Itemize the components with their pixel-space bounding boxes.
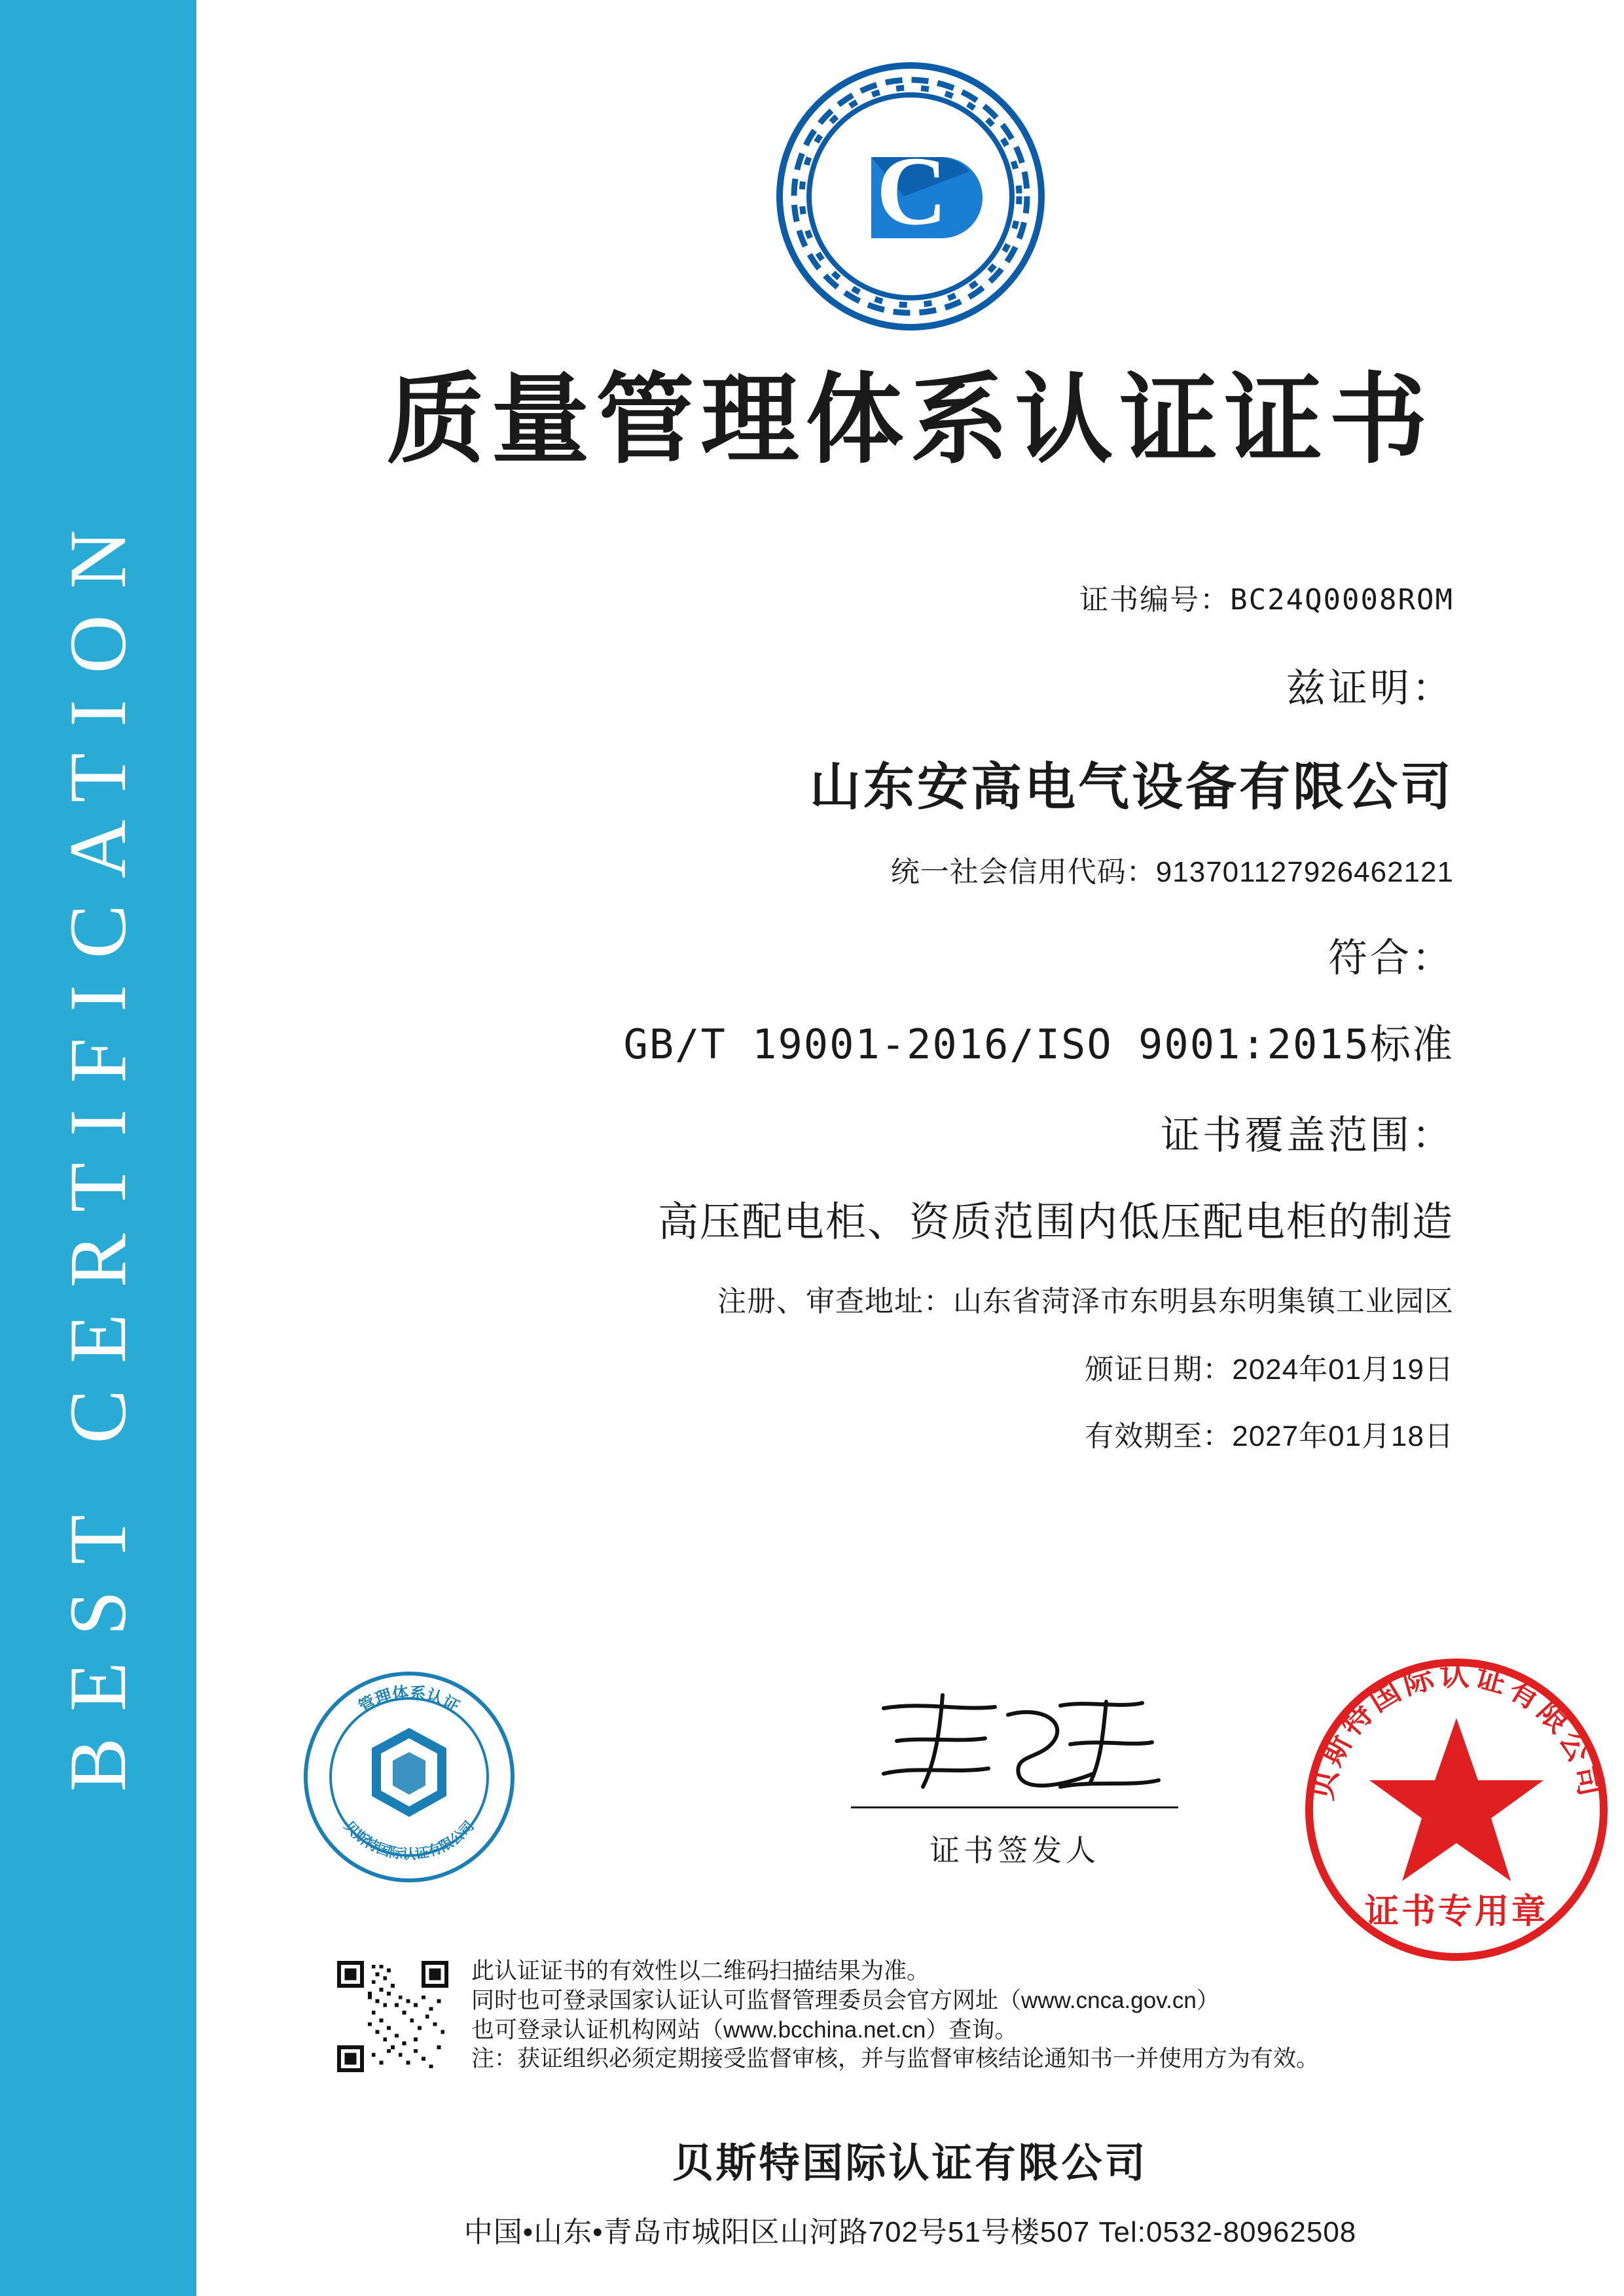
certificate-number-line [301,576,1454,618]
accreditation-seal-bottom-text: 贝斯特国际认证有限公司 [341,1818,477,1862]
note-line-3: 也可登录认证机构网站（www.bcchina.net.cn）查询。 [471,2017,1018,2043]
seal-signature-row [196,1656,1624,1957]
verification-notes [471,1957,1506,2074]
scope-value: 高压配电柜、资质范围内低压配电柜的制造 [657,1200,1454,1245]
standard-reference: GB/T 19001-2016/ISO 9001:2015标准 [623,1020,1454,1068]
accreditation-seal-top-text: 管理体系认证 [355,1683,463,1717]
certificate-number-label: 证书编号： [1079,583,1231,617]
side-banner [0,0,196,2296]
credit-code: 统一社会信用代码：913701127926462121 [890,856,1454,888]
issue-date: 颁证日期：2024年01月19日 [1085,1354,1454,1386]
registered-address: 注册、审查地址：山东省菏泽市东明县东明集镇工业园区 [717,1285,1454,1318]
footer-address: 中国•山东•青岛市城阳区山河路702号51号楼507 Tel:0532-80962508 [463,2216,1357,2248]
bc-circular-logo [773,59,1048,334]
note-line-1: 此认证证书的有效性以二维码扫描结果为准。 [471,1958,930,1984]
signature-caption: 证书签发人 [929,1833,1100,1867]
svg-text:贝斯特国际认证有限公司 [341,1819,477,1863]
side-banner-text: BEST CERTIFICATION [53,504,143,1792]
verification-qr-code[interactable] [337,1961,448,2072]
footer [196,2130,1624,2250]
conformity-label: 符合： [1328,936,1454,980]
signature-area [844,1682,1185,1870]
svg-text:管理体系认证 [355,1683,463,1716]
logo-letter: C [876,137,947,245]
notes-row [196,1957,1624,2101]
red-official-stamp [1303,1656,1610,1967]
scope-label: 证书覆盖范围： [1161,1113,1454,1157]
handwritten-signature [844,1682,1185,1806]
page-title: 质量管理体系认证证书 [386,363,1434,477]
hereby-certify-label: 兹证明： [1286,666,1454,710]
red-stamp-arc-text: 贝斯特国际认证有限公司 [1304,1658,1609,1803]
footer-company-name: 贝斯特国际认证有限公司 [672,2141,1148,2186]
certificate-number-value: BC24Q0008ROM [1230,583,1454,617]
signature-rule [851,1806,1178,1808]
valid-until-date: 有效期至：2027年01月18日 [1085,1420,1454,1452]
certificate-sheet [196,0,1624,2296]
red-stamp-center-text: 证书专用章 [1364,1893,1549,1931]
accreditation-seal [301,1669,517,1888]
logo-wrap [196,59,1624,334]
note-line-2: 同时也可登录国家认证认可监督管理委员会官方网址（www.cnca.gov.cn） [471,1987,1219,2013]
note-line-4: 注：获证组织必须定期接受监督审核，并与监督审核结论通知书一并使用方为有效。 [471,2046,1320,2072]
company-name: 山东安高电气设备有限公司 [809,758,1454,816]
certificate-body [301,563,1454,1454]
